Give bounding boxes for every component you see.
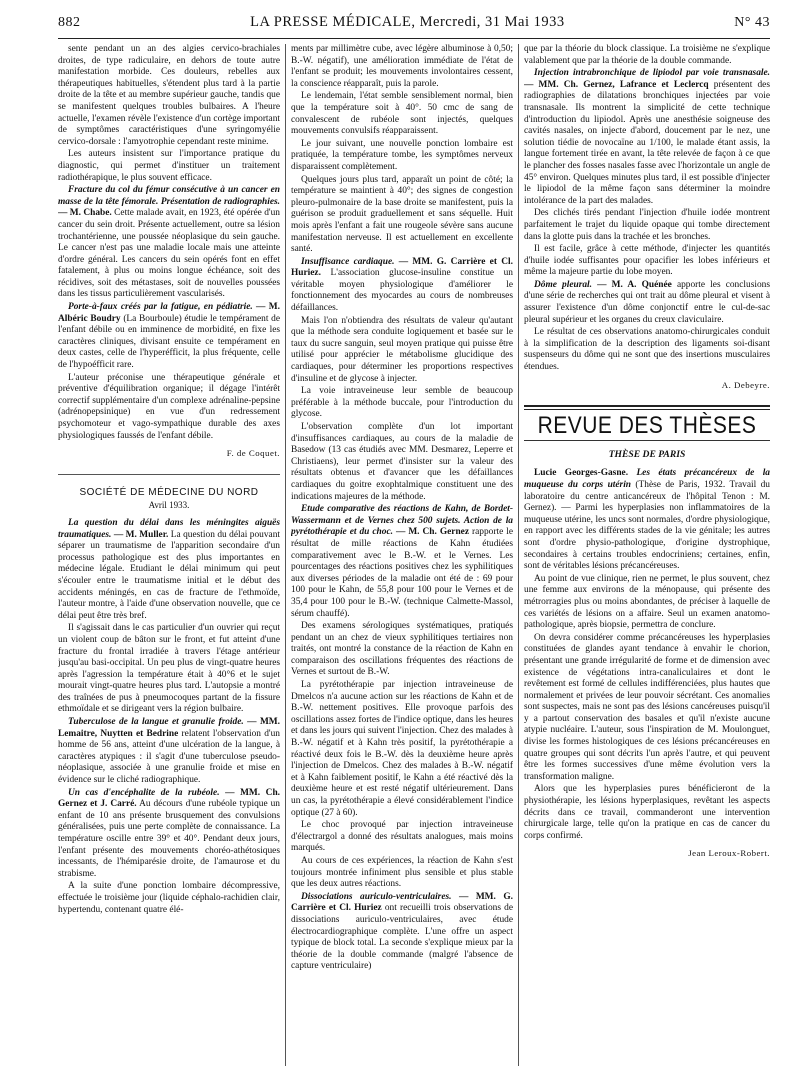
article-title: Insuffisance cardiaque. [301,256,395,267]
article-author: — MM. Ch. Gernez et J. Carré. [58,787,280,810]
article [524,280,770,326]
article-author: — MM. Lemaitre, Nuytten et Bedrine [58,717,280,739]
paragraph: Alors que les hyperplasies pures bénéficieront de la physiothérapie, les lésions hyperplasiques, revêtant les aspects décrits dans ce travail, commanderont une intervention chirurgicale large, telle qu'on la pratique en cas de cancer du corps confirmé. [524,784,770,841]
paragraph: Il s'agissait dans le cas particulier d'un ouvrier qui reçut un violent coup de bâton sur le front, et fut atteint d'une fracture du frontal irradiée à travers l'étage antérieur jusqu'au basi-occipital. Un peu plus de vingt-quatre heures après l'agression la température était à 40°6 et le sujet mourait vingt-quatre heures plus tard. L'autopsie a montré des traînées de pus à pneumocoques partant de la fissure ethmoïdale et se dirigeant vers la région bulbaire. [58,623,280,715]
paragraph: que par la théorie du block classique. La troisième ne s'explique valablement que par la théorie de la double commande. [524,44,770,66]
section-heading: SOCIÉTÉ DE MÉDECINE DU NORD [58,474,280,499]
article-title: La question du délai dans les méningites aiguës traumatiques. [58,517,280,540]
article-title: Injection intrabronchique de lipiodol par voie transnasale. [534,68,770,79]
section-rule [524,405,770,410]
article-text: rapporte le résultat de mille réactions de Kahn étudiées comparativement avec le B.-W. et le Vernes. Les pourcentages des réactions positives chez les syphilitiques aux diverses périodes de la maladie ont été de : 69 pour 100 pour le Kahn, de 55,8 pour 100 pour le Vernes et de 35,4 pour 100 pour le B.-W. (technique Calmette-Massol, sérum chauffé). [291,527,513,619]
paragraph: Mais l'on n'obtiendra des résultats de valeur qu'autant que la méthode sera conduite logiquement et basée sur le taux du sucre sanguin, seul moyen pratique qui puisse être utilisé pour apprécier le métabolisme glucidique des cardiaques, pour déterminer les proportions respectives d'insuline et de glycose à injecter. [291,315,513,384]
article-text: présentent des radiographies de dilatations bronchiques injectées par voie transnasale. Ils montrent la simplicité de cette technique d'introduction du lipiodol. Après une anesthésie soigneuse des cavités nasales, on injecte d'abord, doucement par le nez, une solution tiédie de novocaïne au 1/100, le malade étant assis, la langue fortement tirée en avant, la tête relevée de façon à ce que le plancher des fosses nasales fasse avec l'horizontale un angle de 45° environ. Quelques minutes plus tard, il est possible d'injecter le lipiodol de la même façon sans déterminer la moindre intolérance de la part des malades. [524,79,770,206]
article-author: — M. Chabe. [58,208,112,219]
article-author: — MM. Ch. Gernez, Lafrance et Leclercq [524,79,709,90]
article-title: Dôme pleural. [534,279,592,290]
page-number: 882 [58,15,81,30]
column-1 [58,44,280,1062]
article-text: (La Bourboule) étudie le tempérament de l'enfant débile ou en imminence de morbidité, en fixe les caractères cliniques, divisant ensuite ce tempérament en deux castes, celle de l'hyperéfficit, la plus fréquente, celle de l'hypoéfficit rare. [58,313,280,371]
article-text: (Thèse de Paris, 1932. Travail du laboratoire du centre anticancéreux de l'hôpital Tenon : M. Gernez). — Parmi les hyperplasies non inflammatoires de la muqueuse utérine, les uncs sont normales, d'ordre physiologique, en rapport avec les différents stades de la vie génitale; les autres sont d'ordre physio-pathologique, d'origine dystrophique, secondaires à certains troubles endocriniens; certaines, enfin, sont de véritables lésions précancéreuses. [524,480,770,572]
section-rule [524,440,770,441]
article-title: Etude comparative des réactions de Kahn, de Bordet-Wassermann et de Vernes chez 500 sujets. Action de la pyrétothérapie et du choc. [291,504,513,538]
article-title: Porte-à-faux créés par la fatigue, en pédiatrie. [68,302,253,313]
article [58,518,280,622]
paragraph: sente pendant un an des algies cervico-brachiales droites, de type radiculaire, en dehors de toute autre manifestation morbide. Ces douleurs, rebelles aux thérapeutiques habituelles, s'étendent plus tard à la partie droite de la tête et au membre supérieur gauche, tandis que se manifestent quelques troubles bulbaires. A l'heure actuelle, l'examen révèle l'existence d'un cortège important de symptômes caractéristiques d'une syringomyélie cervico-dorsale : l'amyotrophie cependant reste minime. [58,44,280,147]
article [291,257,513,315]
article-text: La question du délai pouvant séparer un traumatisme de l'apparition secondaire d'un processus pathologique est des plus importantes en médecine légale. Etudiant le délai minimum qui peut s'écouler entre le traumatisme initial et le début des accidents méningés, en cas de fracture de l'ethmoïde, l'auteur montre, à l'aide d'une observation nouvelle, que ce délai peut être très bref. [58,529,280,621]
article [524,68,770,207]
signature: F. de Coquet. [226,448,280,459]
column-divider [285,44,286,1066]
paragraph: La pyrétothérapie par injection intraveineuse de Dmelcos n'a aucune action sur les réactions de Kahn et de B.-W. nettement positives. Elle provoque parfois des oscillations assez fortes de l'indice optique, dans les heures et dans les jours qui suivent l'injection. Chez des malades à B.-W. négatif et à Kahn très positif, la pyrétothérapie a réactivé deux fois le B.-W. dès la deuxième heure après l'injection de Dmelcos. Chez des malades à B.-W. négatif et à Kahn faiblement positif, le Kahn a été réactivé dès la deuxième heure et est resté négatif ultérieurement. Dans un cas, la pyrétothérapie a élevé considérablement l'indice optique (27 à 60). [291,680,513,818]
article [291,892,513,973]
issue-number: N° 43 [734,15,770,30]
section-title: REVUE DES THÈSES [537,412,757,439]
article-author: Lucie Georges-Gasne. [534,468,629,479]
article-title: Tuberculose de la langue et granulie froide. [68,717,244,728]
paragraph: Quelques jours plus tard, apparaît un point de côté; la température se maintient à 40°; des signes de congestion pleuro-pulmonaire de la base droite se manifestent, puis la guérison se produit graduellement et sans séquelle. Huit mois après l'enfant a fait une rougeole sévère sans aucune manifestation nerveuse. Il est actuellement en excellente santé. [291,174,513,255]
column-3 [524,44,770,1062]
article-title: Un cas d'encéphalite de la rubéole. [68,787,220,798]
column-2 [291,44,513,1062]
article [58,302,280,372]
article-author: — M. Muller. [111,529,169,540]
article-author: — M. Albéric Boudry [58,302,280,324]
article-author: — MM. G. Carrière et Cl. Huriez [291,891,513,914]
article [291,504,513,620]
paragraph: La voie intraveineuse leur semble de beaucoup préférable à la méthode buccale, pour l'introduction du glycose. [291,386,513,420]
column-divider [518,44,519,1066]
header-rule [58,38,770,39]
article-text: Au décours d'une rubéole typique un enfant de 10 ans présente brusquement des convulsions généralisées, puis une perte complète de connaissance. La température oscille entre 39° et 40°. Pendant deux jours, l'enfant présente des mouvements choréo-athétosiques incessants, de l'hémiparésie droite, de l'amaurose et du strabisme. [58,799,280,879]
article-author: — MM. G. Carrière et Cl. Huriez. [291,256,513,279]
section-date: Avril 1933. [148,500,190,511]
article-title: Dissociations auriculo-ventriculaires. [301,891,452,902]
paragraph: Le jour suivant, une nouvelle ponction lombaire est pratiquée, la température tombe, les symptômes nerveux disparaissent complètement. [291,138,513,172]
article-text: relatent l'observation d'un homme de 56 ans, atteint d'une ulcération de la langue, à caractères atypiques : il s'agit d'une tuberculose pseudo-néoplasique, associée à une granulie froide et mise en évidence sur le cliché radiographique. [58,728,280,786]
article [58,788,280,881]
paragraph: Les auteurs insistent sur l'importance pratique du diagnostic, qui permet d'instituer un traitement radiothérapique, le plus souvent efficace. [58,149,280,183]
subsection-heading: THÈSE DE PARIS [608,448,686,460]
signature: Jean Leroux-Robert. [688,848,770,859]
paragraph: Le lendemain, l'état semble sensiblement normal, bien que la température soit à 40°. 50 cmc de sang de convalescent de rubéole sont injectés, quelques mouvements convulsifs réapparaissent. [291,91,513,137]
paragraph: Il est facile, grâce à cette méthode, d'injecter les quantités d'huile iodée suffisantes pour opacifier les lobes inférieurs et même la majeure partie du lobe moyen. [524,244,770,278]
paragraph: On devra considérer comme précancéreuses les hyperplasies constituées de glandes ayant tendance à envahir le chorion, présentant une grande irrégularité de forme et de dimension avec existence de végétations intra-canaliculaires et dont le revêtement est formé de cellules indifférenciées, plus hautes que normalement et privées de leur pouvoir sécrétant. Ces anomalies sont suspectes, mais ne sont pas des lésions cancéreuses puisqu'il y a partout conservation des basales et qu'il n'existe aucune atypie nucléaire. L'auteur, sous l'inspiration de M. Moulonguet, divise les formes histologiques de ces lésions précancéreuses en quatre groupes qui sont décrits l'un après l'autre, et qui peuvent être les formes successives d'une même évolution vers la transformation maligne. [524,632,770,782]
paragraph: L'observation complète d'un lot important d'insuffisances cardiaques, au cours de la maladie de Basedow (13 cas étudiés avec MM. Desmarez, Leperre et Christiaens), leur permet d'insister sur la valeur des résultats obtenus et d'avancer que les défaillances cardiaques du goitre exophtalmique constituent une des indications majeures de la méthode. [291,422,513,502]
article [58,717,280,787]
article-author: — M. Ch. Gernez [392,527,469,538]
article-text: L'association glucose-insuline constitue un véritable moyen physiologique d'améliorer le fonctionnement des myocardes au cours de nombreuses défaillances. [291,268,513,314]
article [524,468,770,572]
article-title: Fracture du col du fémur consécutive à un cancer en masse de la tête fémorale. Présentation de radiographies. [58,185,280,207]
article-author: — M. A. Quénée [591,279,672,290]
article-title: Les états précancéreux de la muqueuse du corps utérin [524,468,770,490]
article-text: Cette malade avait, en 1923, été opérée d'un cancer du sein droit. Présente actuellement, outre sa lésion trochantérienne, une poussée néoplasique du sein gauche. Le cancer n'est pas une maladie locale mais une atteinte d'ordre général. Les cancers du sein opérés font en effet fatalement, à plus ou moins longue échéance, soit des récidives, soit des métastases, soit de nouvelles poussées dans les tissus particulièrement vascularisés. [58,208,280,300]
paragraph: ments par millimètre cube, avec légère albuminose à 0,50; B.-W. négatif), une amélioration immédiate de l'état de l'enfant se produit; les mouvements involontaires cessent, la conscience réapparaît, puis la parole. [291,44,513,89]
paragraph: Le choc provoqué par injection intraveineuse d'électrargol a donné des résultats analogues, mais moins marqués. [291,820,513,854]
article-text: apporte les conclusions d'une série de recherches qui ont trait au dôme pleural et visent à assurer l'existence d'un dôme conjonctif entre le cul-de-sac pleural supérieur et les organes du creux claviculaire. [524,279,770,325]
paragraph: Des examens sérologiques systématiques, pratiqués pendant un an chez de vieux syphilitiques tertiaires non traités, ont montré la constance de la réaction de Kahn en comparaison des oscillations fréquentes des réactions de Vernes et surtout de B.-W. [291,621,513,678]
page-header [58,14,770,38]
paragraph: Au point de vue clinique, rien ne permet, le plus souvent, chez une femme aux environs de la ménopause, qui présente des métrorragies plus ou moins abondantes, de préciser à laquelle de ces variétés de lésions on a affaire. Seul un examen anatomo-pathologique, après biopsie, permettra de conclure. [524,573,770,631]
paragraph: Au cours de ces expériences, la réaction de Kahn s'est toujours montrée infiniment plus sensible et plus stable que les deux autres réactions. [291,855,513,890]
paragraph: Le résultat de ces observations anatomo-chirurgicales conduit à la simplification de la description des ligaments soi-disant suspenseurs du dôme qui ne sont que des insertions musculaires étendues. [524,327,770,373]
signature: A. Debeyre. [721,379,770,390]
journal-title: LA PRESSE MÉDICALE, Mercredi, 31 Mai 1933 [250,14,565,30]
paragraph: Des clichés tirés pendant l'injection d'huile iodée montrent parfaitement le trajet du liquide opaque qui tombe directement dans la glotte puis dans la trachée et les bronches. [524,208,770,242]
paragraph: A la suite d'une ponction lombaire décompressive, effectuée le troisième jour (liquide céphalo-rachidien clair, hypertendu, contenant quatre élé- [58,881,280,915]
paragraph: L'auteur préconise une thérapeutique générale et préventive d'équilibration organique; il dégage l'intérêt correctif supplémentaire d'un complexe adrénaline-pepsine (adrénopepsinique) en vue d'un redressement psychomoteur et vago-sympathique durable des axes physiologiques faussés de l'enfant débile. [58,372,280,441]
article-text: ont recueilli trois observations de dissociations auriculo-ventriculaires, avec étude électrocardiographique complète. L'une offre un aspect typique de block total. La seconde s'explique mieux par la théorie de la double commande (malgré l'absence de capture ventriculaire) [291,903,513,972]
article [58,185,280,301]
